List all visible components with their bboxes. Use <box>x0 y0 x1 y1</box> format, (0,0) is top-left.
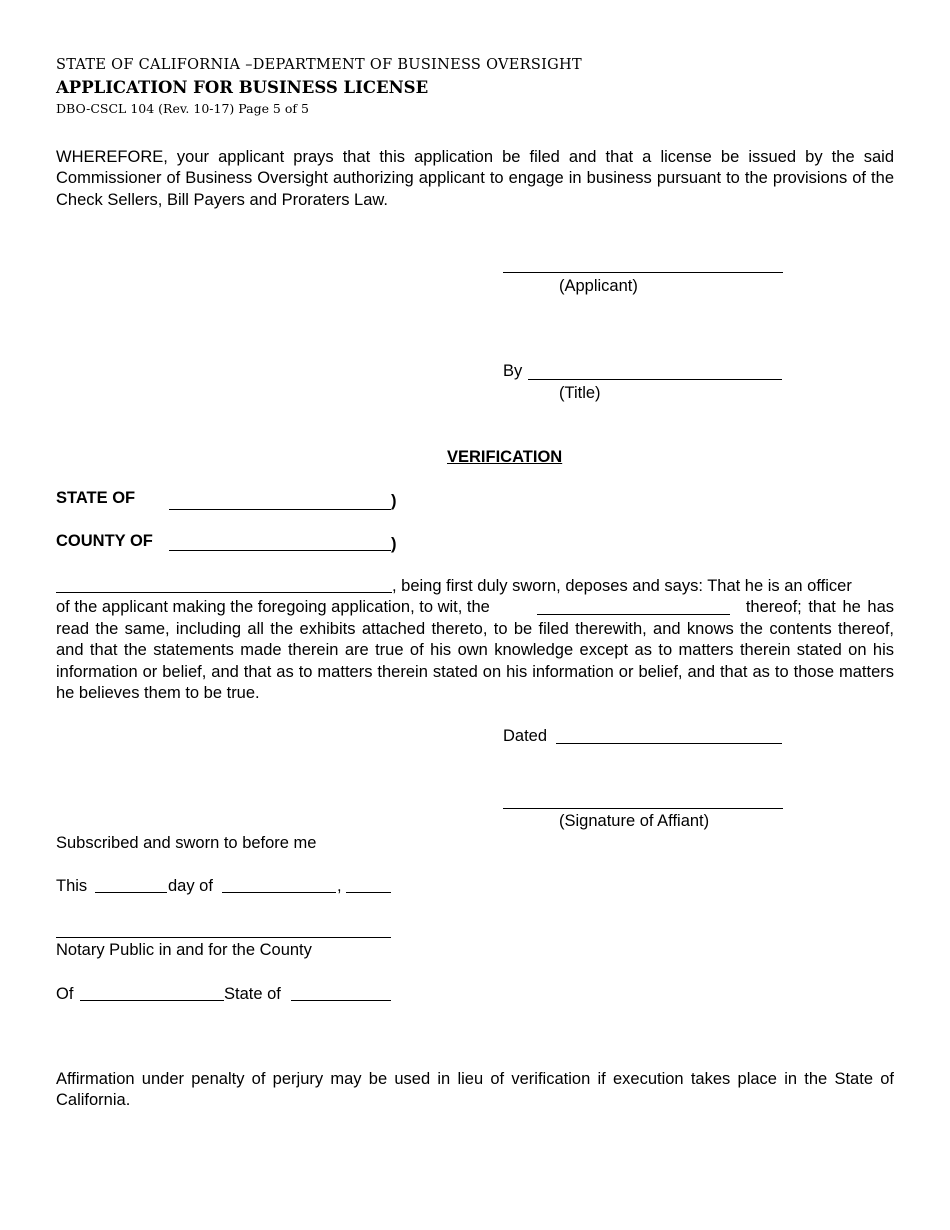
sworn-text-rest: read the same, including all the exhibits attached thereto, to be filed therewith, and knows the contents thereof, and that the statements made therein are true of his own knowledge except as to matters therein stated on his information or belief, and that as to matters therein stated on his information or belief, and that as to those matters he believes them to be true. <box>56 620 894 703</box>
affiant-signature-line[interactable] <box>503 808 783 809</box>
title-label: (Title) <box>559 384 601 402</box>
state-paren: ) <box>391 492 397 510</box>
date-comma: , <box>337 877 342 895</box>
wherefore-paragraph: WHEREFORE, your applicant prays that this application be filed and that a license be issued by the said Commissioner of Business Oversight authorizing applicant to engage in business pursuant to the provisions of the Check Sellers, Bill Payers and Proraters Law. <box>56 148 894 209</box>
form-id: DBO-CSCL 104 (Rev. 10-17) Page 5 of 5 <box>56 101 309 116</box>
this-label: This <box>56 877 88 895</box>
year-field[interactable] <box>346 892 391 893</box>
form-title: APPLICATION FOR BUSINESS LICENSE <box>56 78 429 97</box>
notary-county-field[interactable] <box>80 1000 224 1001</box>
by-label: By <box>503 362 523 380</box>
dated-label: Dated <box>503 727 548 745</box>
dated-field[interactable] <box>556 743 782 744</box>
affiant-label: (Signature of Affiant) <box>559 812 710 830</box>
agency-line: STATE OF CALIFORNIA –DEPARTMENT OF BUSINESS OVERSIGHT <box>56 57 582 73</box>
county-paren: ) <box>391 535 397 553</box>
state-of-field[interactable] <box>169 509 391 510</box>
state-of-notary-label: State of <box>224 985 281 1003</box>
affirmation-text: Affirmation under penalty of perjury may be used in lieu of verification if execution takes place in the State of California. <box>56 1070 894 1110</box>
applicant-signature-line[interactable] <box>503 272 783 273</box>
sworn-text-line2a: of the applicant making the foregoing application, to wit, the <box>56 598 490 616</box>
officer-title-field[interactable] <box>537 614 730 615</box>
verification-heading: VERIFICATION <box>447 448 563 466</box>
subscribed-text: Subscribed and sworn to before me <box>56 834 317 852</box>
title-signature-line[interactable] <box>528 379 782 380</box>
notary-label: Notary Public in and for the County <box>56 941 312 959</box>
affiant-name-field[interactable] <box>56 592 392 593</box>
notary-state-field[interactable] <box>291 1000 391 1001</box>
day-field[interactable] <box>95 892 167 893</box>
notary-signature-line[interactable] <box>56 937 391 938</box>
day-of-label: day of <box>168 877 213 895</box>
sworn-text-line2b: thereof; that he has <box>745 598 894 616</box>
month-field[interactable] <box>222 892 336 893</box>
state-of-label: STATE OF <box>56 489 136 507</box>
sworn-text-line1: , being first duly sworn, deposes and says: That he is an officer <box>392 577 852 595</box>
county-of-label: COUNTY OF <box>56 532 153 550</box>
applicant-label: (Applicant) <box>559 277 638 295</box>
of-label: Of <box>56 985 74 1003</box>
county-of-field[interactable] <box>169 550 391 551</box>
